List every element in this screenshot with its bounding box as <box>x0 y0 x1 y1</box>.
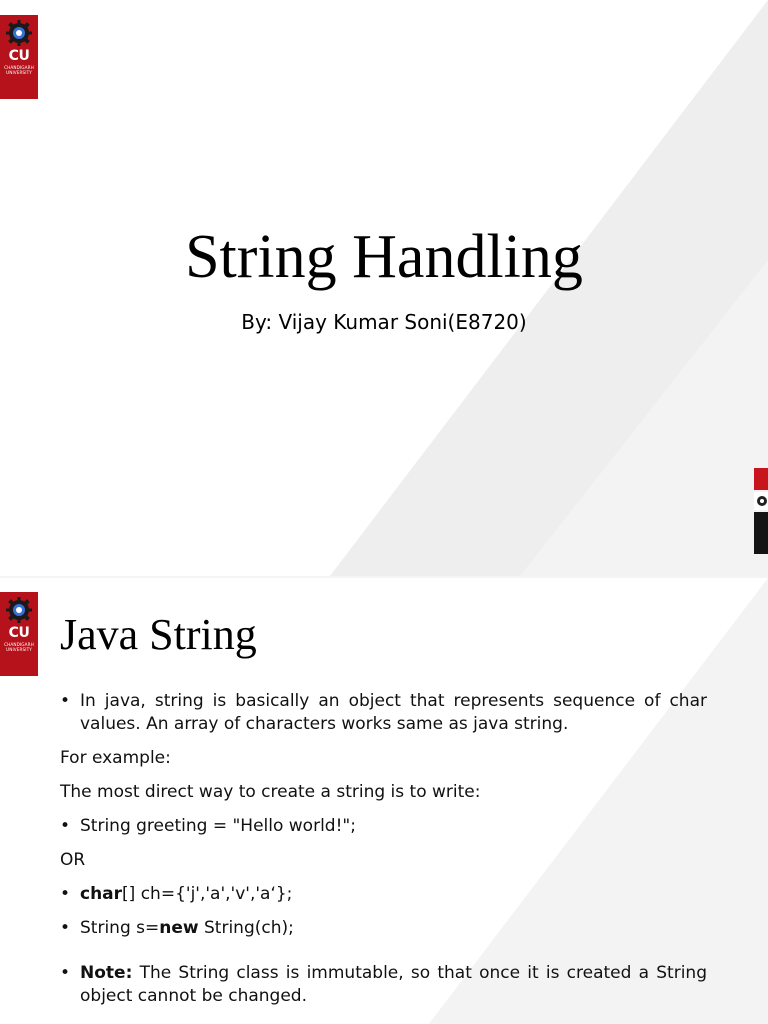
logo-name: CHANDIGARH UNIVERSITY <box>4 642 34 652</box>
new-string-prefix: String s= <box>80 918 160 938</box>
bullet-char-array <box>60 883 707 906</box>
keyword-char: char <box>80 884 123 904</box>
char-array-code: [] ch={'j','a','v','a‘}; <box>122 884 293 904</box>
bullet-new-string <box>60 917 707 940</box>
slide-java-string <box>0 578 768 1024</box>
cu-logo <box>0 15 38 99</box>
new-string-suffix: String(ch); <box>198 918 294 938</box>
gear-emblem-icon <box>6 597 32 623</box>
cu-logo <box>0 592 38 676</box>
slide-body <box>60 690 707 1019</box>
slide-subtitle: By: Vijay Kumar Soni(E8720) <box>241 310 527 334</box>
slide-title-heading: String Handling <box>185 223 583 291</box>
side-gear-icon <box>754 492 768 510</box>
note-text: The String class is immutable, so that once it is created a String object cannot be changed. <box>80 963 707 1006</box>
bullet-note <box>60 962 707 1008</box>
logo-name: CHANDIGARH UNIVERSITY <box>4 65 34 75</box>
gear-emblem-icon <box>6 20 32 46</box>
paragraph-direct-way: The most direct way to create a string is to write: <box>60 782 481 802</box>
logo-abbr: CU <box>8 48 30 64</box>
keyword-new: new <box>159 918 199 938</box>
paragraph-for-example: For example: <box>60 748 171 768</box>
paragraph-or: OR <box>60 850 86 870</box>
side-accent-red <box>754 468 768 490</box>
logo-abbr: CU <box>8 625 30 641</box>
note-label: Note: <box>80 963 133 983</box>
bullet-definition: • In java, string is basically an object that represents sequence of char values. An array of characters works same as java string. <box>60 690 707 736</box>
bullet-greeting: • String greeting = "Hello world!"; <box>60 815 707 838</box>
slide-heading: Java String <box>60 610 257 659</box>
side-accent-black <box>754 512 768 554</box>
